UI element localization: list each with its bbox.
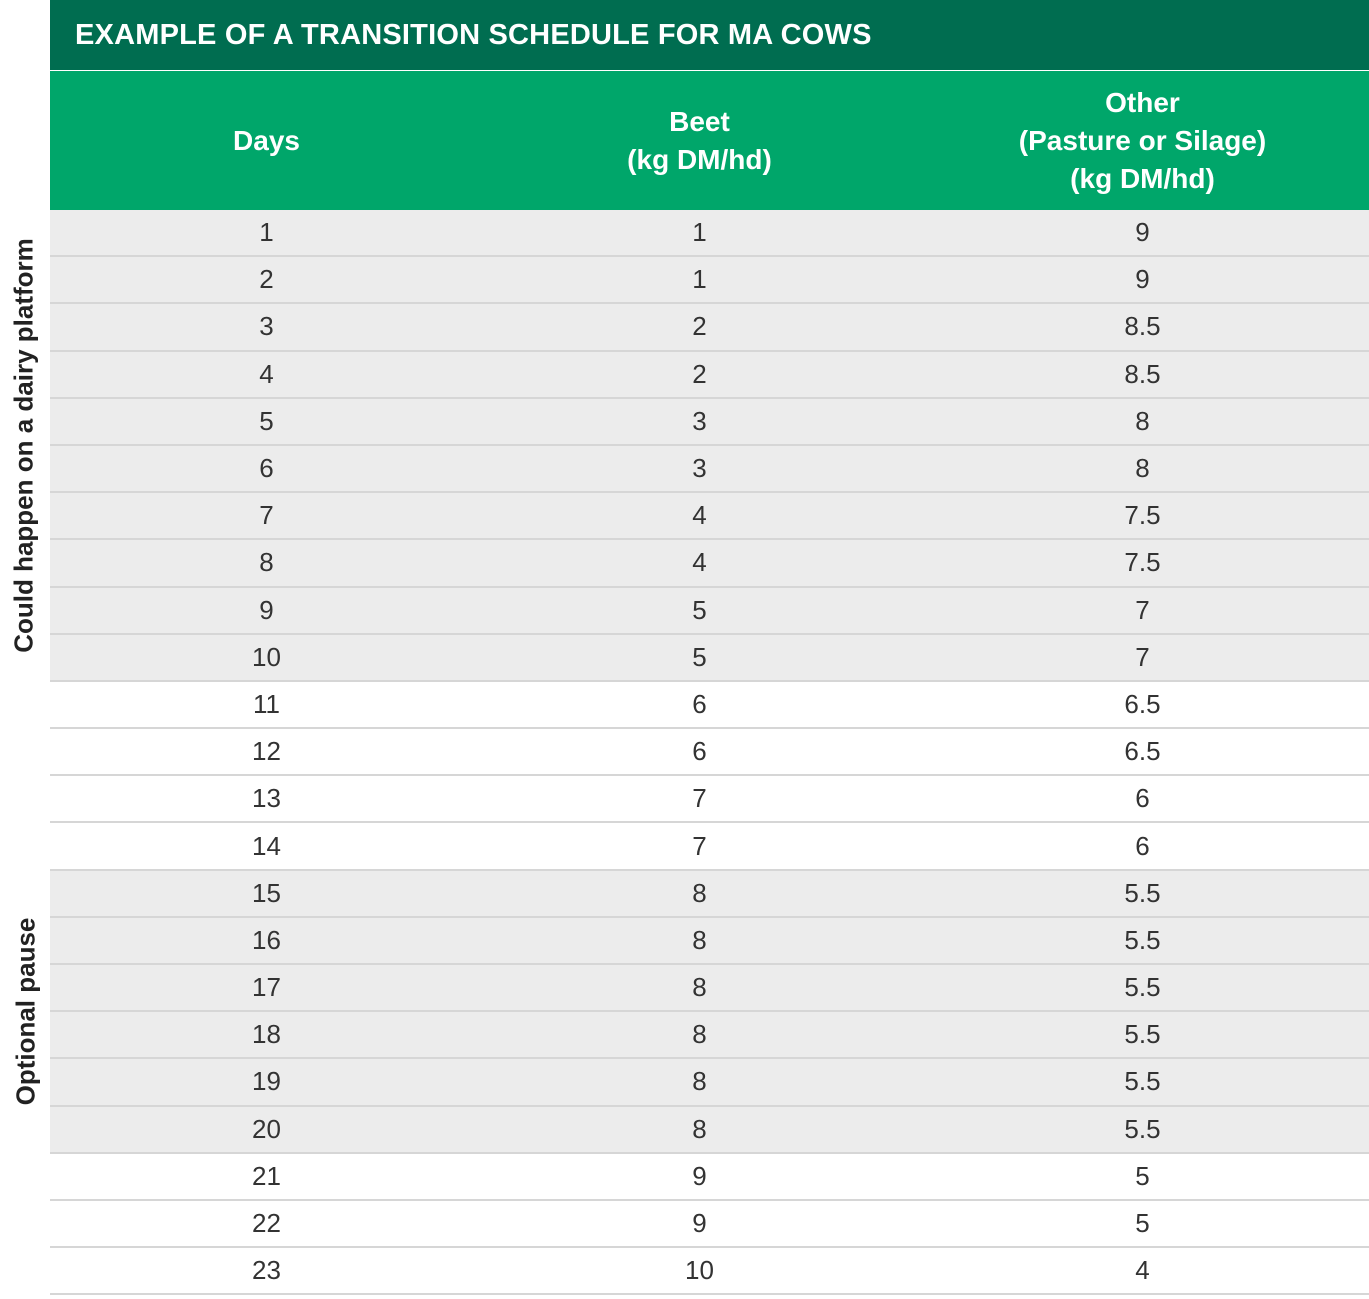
cell-beet: 2 <box>692 311 707 342</box>
header-days <box>50 71 483 210</box>
cell-other: 9 <box>1135 264 1150 295</box>
cell-beet: 9 <box>692 1160 707 1191</box>
cell-day: 1 <box>259 217 274 248</box>
cell-day: 2 <box>259 264 274 295</box>
cell-day: 6 <box>259 453 274 484</box>
table-row <box>50 918 1369 965</box>
cell-beet: 8 <box>692 924 707 955</box>
cell-other: 6 <box>1135 783 1150 814</box>
cell-beet: 7 <box>692 783 707 814</box>
cell-other: 9 <box>1135 217 1150 248</box>
cell-beet: 1 <box>692 264 707 295</box>
cell-day: 19 <box>252 1066 281 1097</box>
cell-other: 6.5 <box>1124 688 1161 719</box>
cell-other: 8.5 <box>1124 358 1161 389</box>
cell-beet: 5 <box>692 641 707 672</box>
cell-beet: 2 <box>692 358 707 389</box>
table-row <box>50 1248 1369 1295</box>
cell-day: 11 <box>253 688 280 719</box>
table-row <box>50 682 1369 729</box>
cell-beet: 4 <box>692 500 707 531</box>
cell-day: 9 <box>259 594 274 625</box>
cell-other: 5.5 <box>1124 1019 1161 1050</box>
cell-day: 23 <box>252 1255 281 1286</box>
cell-other: 5.5 <box>1124 924 1161 955</box>
cell-day: 13 <box>252 783 281 814</box>
table-header-row <box>50 71 1369 210</box>
header-days-line: Days <box>233 124 300 156</box>
cell-other: 5.5 <box>1124 877 1161 908</box>
cell-day: 16 <box>252 924 281 955</box>
header-beet-line-1: Beet <box>669 105 730 137</box>
cell-beet: 5 <box>692 594 707 625</box>
cell-other: 6 <box>1135 830 1150 861</box>
table-row <box>50 1107 1369 1154</box>
table-row <box>50 1201 1369 1248</box>
table-row <box>50 257 1369 304</box>
table-row <box>50 540 1369 587</box>
cell-day: 7 <box>259 500 274 531</box>
cell-beet: 8 <box>692 1113 707 1144</box>
table-row <box>50 304 1369 351</box>
header-other <box>916 71 1369 210</box>
table-row <box>50 1154 1369 1201</box>
table-row <box>50 635 1369 682</box>
cell-day: 8 <box>259 547 274 578</box>
cell-day: 20 <box>252 1113 281 1144</box>
cell-other: 8.5 <box>1124 311 1161 342</box>
cell-other: 7 <box>1135 594 1150 625</box>
table-row <box>50 965 1369 1012</box>
cell-other: 5 <box>1135 1208 1150 1239</box>
cell-beet: 9 <box>692 1208 707 1239</box>
cell-other: 8 <box>1135 405 1150 436</box>
cell-beet: 3 <box>692 405 707 436</box>
table-body <box>50 210 1369 1295</box>
table-row <box>50 729 1369 776</box>
cell-beet: 8 <box>692 972 707 1003</box>
table-row <box>50 1012 1369 1059</box>
cell-day: 15 <box>252 877 281 908</box>
cell-day: 21 <box>252 1160 281 1191</box>
header-beet-line-2: (kg DM/hd) <box>627 143 772 175</box>
side-label-optional-pause: Optional pause <box>10 917 41 1106</box>
cell-other: 7.5 <box>1124 547 1161 578</box>
header-beet <box>483 71 916 210</box>
cell-beet: 3 <box>692 453 707 484</box>
cell-beet: 6 <box>692 688 707 719</box>
cell-beet: 4 <box>692 547 707 578</box>
cell-day: 4 <box>259 358 274 389</box>
table-row <box>50 776 1369 823</box>
table-row <box>50 823 1369 870</box>
side-label-dairy-platform: Could happen on a dairy platform <box>8 238 39 653</box>
table-row <box>50 446 1369 493</box>
cell-beet: 8 <box>692 1066 707 1097</box>
cell-beet: 10 <box>685 1255 714 1286</box>
table-row <box>50 1059 1369 1106</box>
cell-other: 8 <box>1135 453 1150 484</box>
cell-other: 5.5 <box>1124 1066 1161 1097</box>
cell-day: 12 <box>252 736 281 767</box>
cell-other: 7 <box>1135 641 1150 672</box>
cell-day: 10 <box>252 641 281 672</box>
table-title: EXAMPLE OF A TRANSITION SCHEDULE FOR MA COWS <box>50 0 1369 70</box>
cell-other: 4 <box>1135 1255 1150 1286</box>
cell-other: 6.5 <box>1124 736 1161 767</box>
cell-beet: 7 <box>692 830 707 861</box>
cell-beet: 8 <box>692 877 707 908</box>
cell-day: 22 <box>252 1208 281 1239</box>
table-row <box>50 399 1369 446</box>
cell-beet: 1 <box>692 217 707 248</box>
cell-beet: 6 <box>692 736 707 767</box>
cell-day: 18 <box>252 1019 281 1050</box>
cell-other: 5.5 <box>1124 972 1161 1003</box>
table-row <box>50 352 1369 399</box>
cell-day: 5 <box>259 405 274 436</box>
cell-beet: 8 <box>692 1019 707 1050</box>
header-other-line-3: (kg DM/hd) <box>1070 162 1215 194</box>
table-row <box>50 871 1369 918</box>
header-other-line-2: (Pasture or Silage) <box>1018 124 1267 156</box>
cell-other: 5 <box>1135 1160 1150 1191</box>
cell-other: 5.5 <box>1124 1113 1161 1144</box>
table-row <box>50 210 1369 257</box>
header-other-line-1: Other <box>1105 86 1180 118</box>
table-row <box>50 493 1369 540</box>
cell-other: 7.5 <box>1124 500 1161 531</box>
table-row <box>50 588 1369 635</box>
cell-day: 3 <box>259 311 274 342</box>
cell-day: 17 <box>252 972 281 1003</box>
cell-day: 14 <box>252 830 281 861</box>
